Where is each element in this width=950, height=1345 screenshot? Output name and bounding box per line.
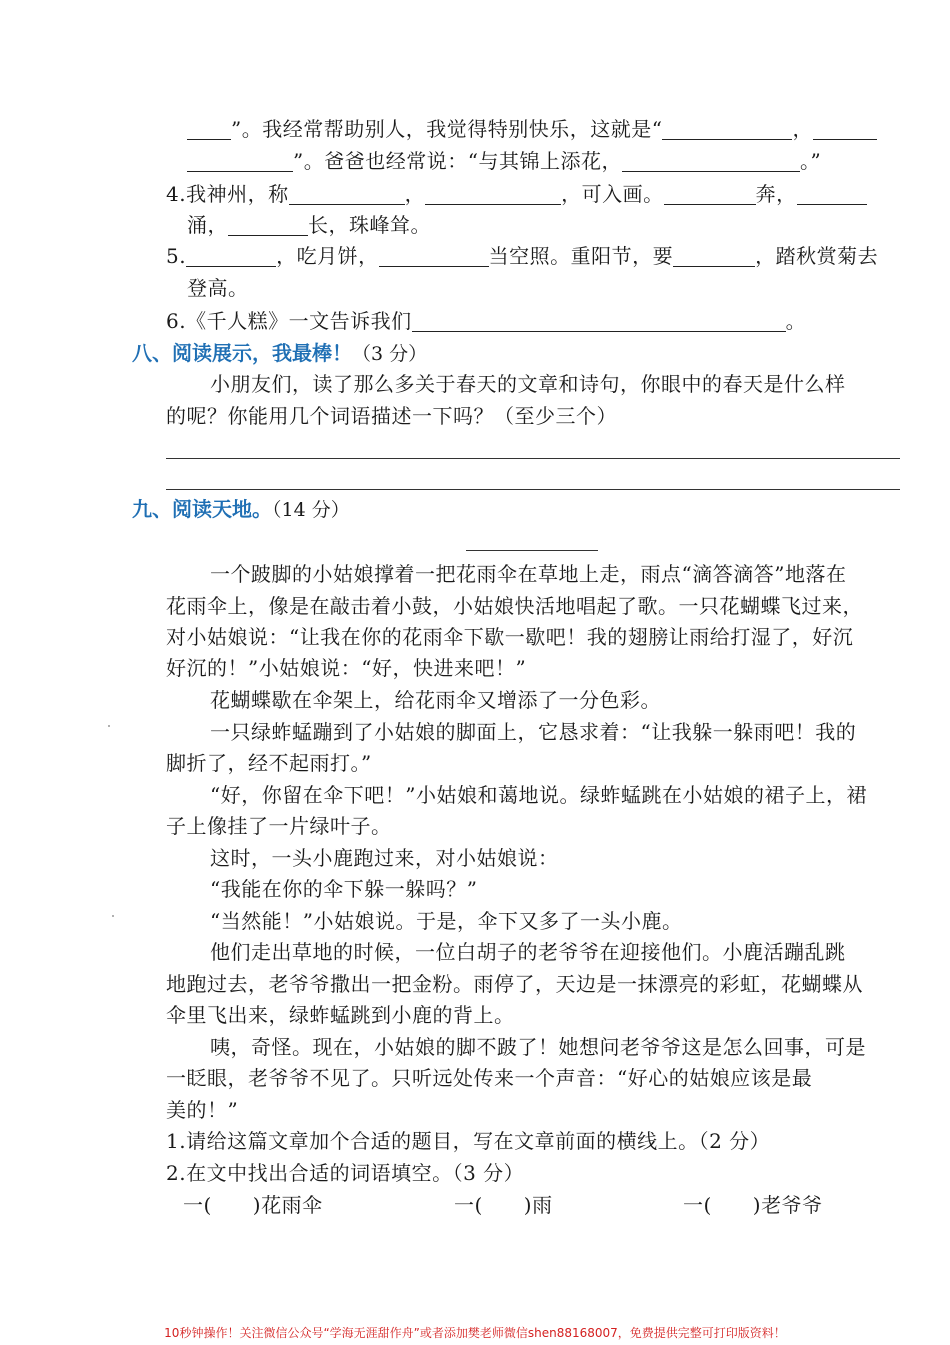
text: 。	[785, 309, 807, 333]
blank[interactable]	[412, 311, 786, 332]
blank[interactable]	[673, 246, 755, 267]
text: ”。我经常帮助别人，我觉得特别快乐，这就是“	[231, 117, 663, 141]
heading: 九、阅读天地。	[132, 497, 272, 521]
question-9-1: 1.请给这篇文章加个合适的题目，写在文章前面的横线上。（2 分）	[166, 1129, 771, 1153]
section-8-prompt-2: 的呢？你能用几个词语描述一下吗？（至少三个）	[166, 404, 617, 428]
text: 当空照。重阳节，要	[488, 244, 674, 268]
blank[interactable]	[186, 246, 276, 267]
story-line: 好沉的！”小姑娘说：“好，快进来吧！”	[166, 656, 527, 680]
fill-line-1	[187, 116, 877, 142]
text: ，吃月饼，	[276, 244, 379, 268]
story-line: 一只绿蚱蜢蹦到了小姑娘的脚面上，它恳求着：“让我躲一躲雨吧！我的	[210, 720, 857, 744]
blank[interactable]	[228, 215, 308, 236]
text: ，可入画。	[561, 182, 664, 206]
text: ，	[792, 117, 813, 141]
word-fill-item[interactable]: 一( )老爷爷	[683, 1193, 823, 1217]
word-fill-item[interactable]: 一( )花雨伞	[183, 1193, 323, 1217]
blank[interactable]	[662, 119, 792, 140]
story-line: 脚折了，经不起雨打。”	[166, 751, 372, 775]
fill-line-2	[187, 148, 821, 174]
text: 涌，	[187, 213, 228, 237]
blank[interactable]	[425, 184, 561, 205]
section-8-heading	[132, 340, 427, 367]
text: ”。爸爸也经常说：“与其锦上添花，	[293, 149, 622, 173]
answer-line[interactable]	[166, 458, 900, 459]
story-line: “我能在你的伞下躲一躲吗？”	[210, 877, 478, 901]
score: （3 分）	[352, 343, 428, 365]
question-4	[166, 181, 867, 207]
story-line: 他们走出草地的时候，一位白胡子的老爷爷在迎接他们。小鹿活蹦乱跳	[210, 940, 846, 964]
blank[interactable]	[379, 246, 489, 267]
story-line: 这时，一头小鹿跑过来，对小姑娘说：	[210, 846, 559, 870]
text: ，	[404, 182, 426, 206]
section-9-heading	[132, 496, 350, 523]
score: （14 分）	[272, 499, 350, 521]
blank[interactable]	[664, 184, 756, 205]
section-8-prompt-1: 小朋友们，读了那么多关于春天的文章和诗句，你眼中的春天是什么样	[210, 372, 846, 396]
scan-speck	[108, 725, 110, 727]
story-line: 美的！”	[166, 1098, 239, 1122]
story-line: 地跑过去，老爷爷撒出一把金粉。雨停了，天边是一抹漂亮的彩虹，花蝴蝶从	[166, 972, 863, 996]
text: 4.我神州，称	[166, 182, 289, 206]
story-line: 咦，奇怪。现在，小姑娘的脚不跛了！她想问老爷爷这是怎么回事，可是	[210, 1035, 866, 1059]
text: ，踏秋赏菊去	[755, 244, 879, 268]
footer-notice: 10秒钟操作！关注微信公众号“学海无涯甜作舟”或者添加樊老师微信shen88168007，免费提供完整可打印版资料！	[164, 1326, 786, 1340]
story-line: 子上像挂了一片绿叶子。	[166, 814, 392, 838]
story-line: 一个跛脚的小姑娘撑着一把花雨伞在草地上走，雨点“滴答滴答”地落在	[210, 562, 847, 586]
blank[interactable]	[797, 184, 867, 205]
text: 长，珠峰耸。	[308, 213, 431, 237]
answer-line[interactable]	[166, 489, 900, 490]
question-5	[166, 243, 878, 269]
text: 。”	[799, 149, 822, 173]
scan-speck	[112, 915, 114, 917]
question-4-cont	[187, 212, 431, 238]
story-line: 花雨伞上，像是在敲击着小鼓，小姑娘快活地唱起了歌。一只花蝴蝶飞过来，	[166, 594, 863, 618]
word-fill-item[interactable]: 一( )雨	[454, 1193, 553, 1217]
story-line: 一眨眼，老爷爷不见了。只听远处传来一个声音：“好心的姑娘应该是最	[166, 1066, 813, 1090]
text: 6.《千人糕》一文告诉我们	[166, 309, 412, 333]
question-5-cont	[187, 275, 249, 301]
text: 奔，	[755, 182, 797, 206]
blank[interactable]	[187, 151, 293, 172]
story-line: 伞里飞出来，绿蚱蜢跳到小鹿的背上。	[166, 1003, 515, 1027]
blank[interactable]	[813, 119, 877, 140]
blank[interactable]	[622, 151, 800, 172]
blank[interactable]	[289, 184, 405, 205]
story-line: 花蝴蝶歇在伞架上，给花雨伞又增添了一分色彩。	[210, 688, 661, 712]
text: 登高。	[187, 276, 249, 300]
story-line: 对小姑娘说：“让我在你的花雨伞下歇一歇吧！我的翅膀让雨给打湿了，好沉	[166, 625, 854, 649]
story-line: “当然能！”小姑娘说。于是，伞下又多了一头小鹿。	[210, 909, 683, 933]
text: 5.	[166, 244, 187, 268]
question-9-2: 2.在文中找出合适的词语填空。（3 分）	[166, 1161, 525, 1185]
question-6	[166, 308, 806, 334]
heading: 八、阅读展示，我最棒！	[132, 341, 352, 365]
title-blank-line[interactable]	[466, 550, 598, 551]
blank[interactable]	[187, 119, 231, 140]
story-line: “好，你留在伞下吧！”小姑娘和蔼地说。绿蚱蜢跳在小姑娘的裙子上，裙	[210, 783, 867, 807]
